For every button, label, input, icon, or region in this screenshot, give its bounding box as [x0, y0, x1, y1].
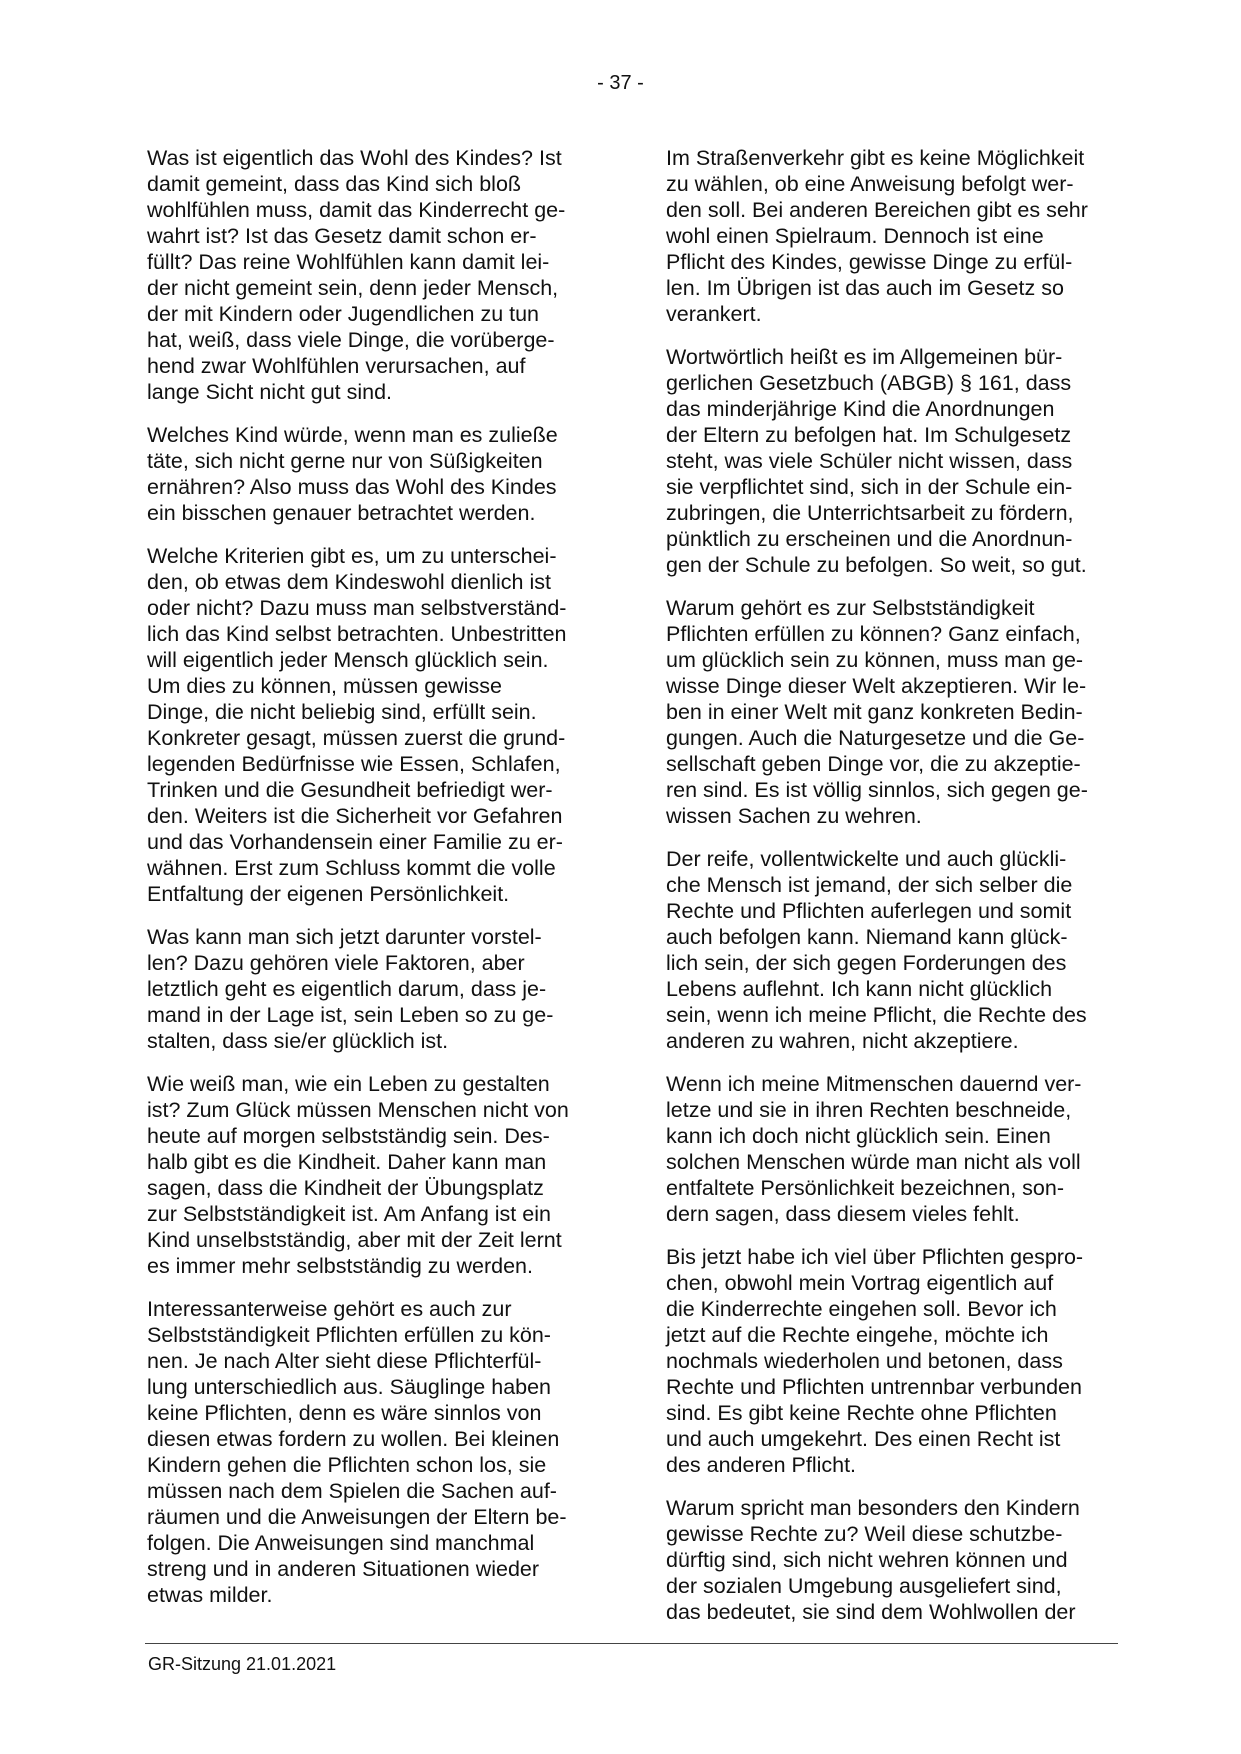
page-number: - 37 -	[597, 72, 644, 94]
paragraph: Wie weiß man, wie ein Leben zu gestalten ist? Zum Glück müssen Menschen nicht von heute auf morgen selbstständig sein. Des- halb gibt es die Kindheit. Daher kann man sagen, dass die Kindheit der Übungsplatz zur Selbstständigkeit ist. Am Anfang ist ein Kind unselbstständig, aber mit der Zeit lernt es immer mehr selbstständig zu werden.	[147, 1072, 569, 1278]
paragraph: Interessanterweise gehört es auch zur Selbstständigkeit Pflichten erfüllen zu kön- nen. Je nach Alter sieht diese Pflichterfül- lung unterschiedlich aus. Säuglinge haben keine Pflichten, denn es wäre sinnlos von diesen etwas fordern zu wollen. Bei kleinen Kindern gehen die Pflichten schon los, sie müssen nach dem Spielen die Sachen auf- räumen und die Anweisungen der Eltern be- folgen. Die Anweisungen sind manchmal streng und in anderen Situationen wieder etwas milder.	[147, 1297, 567, 1607]
paragraph: Im Straßenverkehr gibt es keine Möglichkeit zu wählen, ob eine Anweisung befolgt wer- den soll. Bei anderen Bereichen gibt es sehr wohl einen Spielraum. Dennoch ist eine Pflicht des Kindes, gewisse Dinge zu erfül- len. Im Übrigen ist das auch im Gesetz so verankert.	[666, 146, 1088, 326]
paragraph: Welches Kind würde, wenn man es zuließe täte, sich nicht gerne nur von Süßigkeiten ernähren? Also muss das Wohl des Kindes ein bisschen genauer betrachtet werden.	[147, 423, 558, 525]
paragraph: Bis jetzt habe ich viel über Pflichten gespro- chen, obwohl mein Vortrag eigentlich auf die Kinderrechte eingehen soll. Bevor ich jetzt auf die Rechte eingehe, möchte ich nochmals wiederholen und betonen, dass Rechte und Pflichten untrennbar verbunden sind. Es gibt keine Rechte ohne Pflichten und auch umgekehrt. Des einen Recht ist des anderen Pflicht.	[666, 1245, 1084, 1477]
paragraph: Wortwörtlich heißt es im Allgemeinen bür- gerlichen Gesetzbuch (ABGB) § 161, dass das minderjährige Kind die Anordnungen der Eltern zu befolgen hat. Im Schulgesetz steht, was viele Schüler nicht wissen, dass sie verpflichtet sind, sich in der Schule ein- zubringen, die Unterrichtsarbeit zu fördern, pünktlich zu erscheinen und die Anordnun- gen der Schule zu befolgen. So weit, so gut.	[666, 345, 1087, 577]
paragraph: Warum gehört es zur Selbstständigkeit Pflichten erfüllen zu können? Ganz einfach, um glücklich sein zu können, muss man ge- wisse Dinge dieser Welt akzeptieren. Wir le- ben in einer Welt mit ganz konkreten Bedin- gungen. Auch die Naturgesetze und die Ge- sellschaft geben Dinge vor, die zu akzeptie- ren sind. Es ist völlig sinnlos, sich gegen ge- wissen Sachen zu wehren.	[666, 596, 1088, 828]
left-column	[147, 145, 609, 1625]
footer-text: GR-Sitzung 21.01.2021	[148, 1654, 337, 1674]
paragraph: Warum spricht man besonders den Kindern gewisse Rechte zu? Weil diese schutzbe- dürftig sind, sich nicht wehren können und der sozialen Umgebung ausgeliefert sind, das bedeutet, sie sind dem Wohlwollen der	[666, 1496, 1080, 1624]
paragraph: Wenn ich meine Mitmenschen dauernd ver- letze und sie in ihren Rechten beschneide, kann ich doch nicht glücklich sein. Einen solchen Menschen würde man nicht als voll entfaltete Persönlichkeit bezeichnen, son- dern sagen, dass diesem vieles fehlt.	[666, 1072, 1082, 1226]
paragraph: Was ist eigentlich das Wohl des Kindes? Ist damit gemeint, dass das Kind sich bloß wohlfühlen muss, damit das Kinderrecht ge- wahrt ist? Ist das Gesetz damit schon er- füllt? Das reine Wohlfühlen kann damit lei- der nicht gemeint sein, denn jeder Mensch, der mit Kindern oder Jugendlichen zu tun hat, weiß, dass viele Dinge, die vorüberge- hend zwar Wohlfühlen verursachen, auf lange Sicht nicht gut sind.	[147, 146, 566, 404]
paragraph: Was kann man sich jetzt darunter vorstel- len? Dazu gehören viele Faktoren, aber letztlich geht es eigentlich darum, dass je- mand in der Lage ist, sein Leben so zu ge- stalten, dass sie/er glücklich ist.	[147, 925, 554, 1053]
right-column	[666, 145, 1128, 1642]
paragraph: Der reife, vollentwickelte und auch glückli- che Mensch ist jemand, der sich selber die Rechte und Pflichten auferlegen und somit auch befolgen kann. Niemand kann glück- lich sein, der sich gegen Forderungen des Lebens auflehnt. Ich kann nicht glücklich sein, wenn ich meine Pflicht, die Rechte des anderen zu wahren, nicht akzeptiere.	[666, 847, 1087, 1053]
paragraph: Welche Kriterien gibt es, um zu unterschei- den, ob etwas dem Kindeswohl dienlich ist oder nicht? Dazu muss man selbstverständ- lich das Kind selbst betrachten. Unbestritten will eigentlich jeder Mensch glücklich sein. Um dies zu können, müssen gewisse Dinge, die nicht beliebig sind, erfüllt sein. Konkreter gesagt, müssen zuerst die grund- legenden Bedürfnisse wie Essen, Schlafen, Trinken und die Gesundheit befriedigt wer- den. Weiters ist die Sicherheit vor Gefahren und das Vorhandensein einer Familie zu er- wähnen. Erst zum Schluss kommt die volle Entfaltung der eigenen Persönlichkeit.	[147, 544, 567, 906]
footer-divider	[145, 1643, 1118, 1644]
